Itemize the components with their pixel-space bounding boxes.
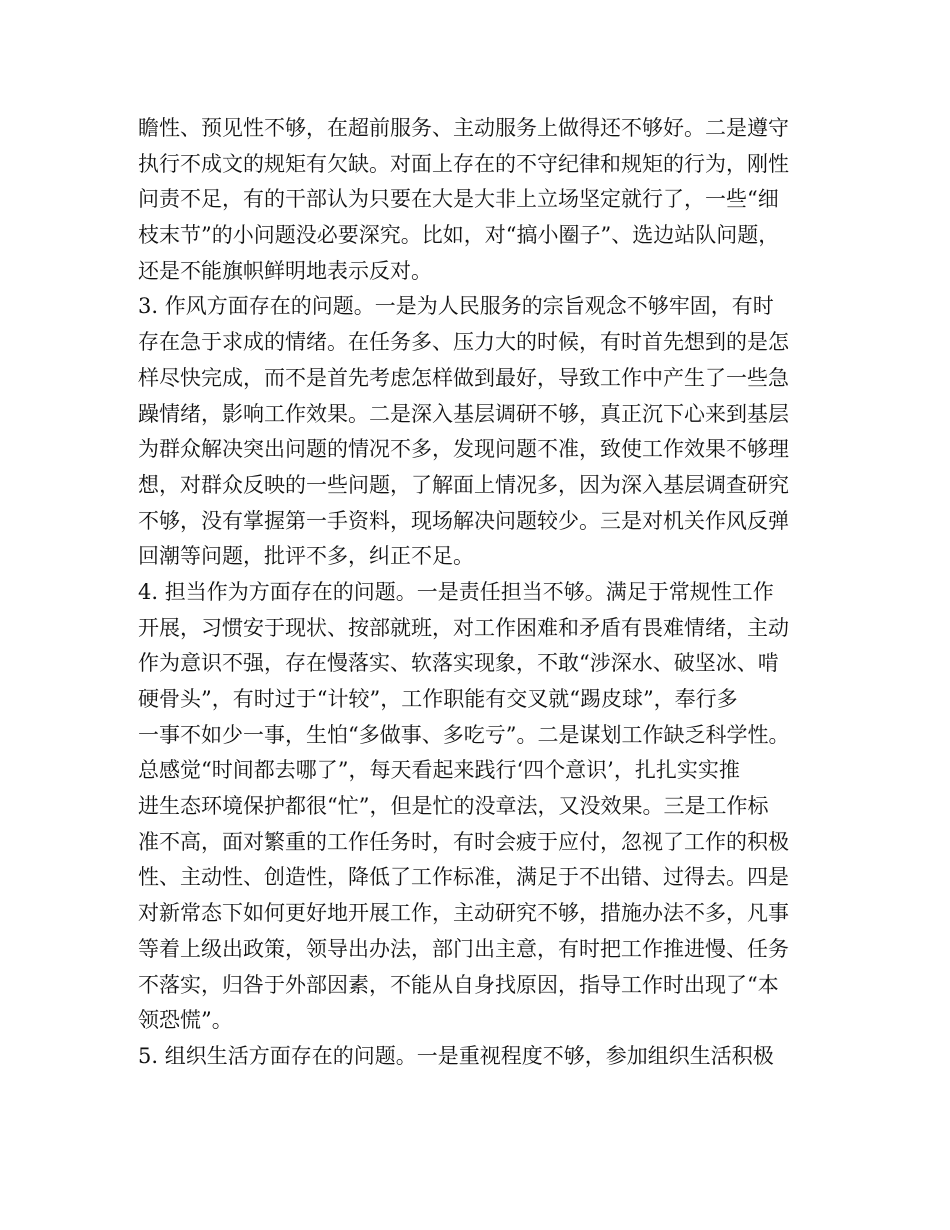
text-line: 5. 组织生活方面存在的问题。一是重视程度不够，参加组织生活积极 (138, 1043, 774, 1068)
text-line: 对新常态下如何更好地开展工作，主动研究不够，措施办法不多，凡事 (138, 901, 789, 926)
document-body (138, 111, 838, 1075)
text-line: 躁情绪，影响工作效果。二是深入基层调研不够，真正沉下心来到基层 (138, 401, 789, 426)
text-line: 不够，没有掌握第一手资料，现场解决问题较少。三是对机关作风反弹 (138, 508, 789, 533)
text-line: 存在急于求成的情绪。在任务多、压力大的时候，有时首先想到的是怎 (138, 330, 789, 355)
text-line: 总感觉“时间都去哪了”，每天看起来践行‘四个意识’，扎扎实实推 (138, 758, 740, 783)
text-line: 等着上级出政策，领导出办法，部门出主意，有时把工作推进慢、任务 (138, 936, 789, 961)
text-line: 执行不成文的规矩有欠缺。对面上存在的不守纪律和规矩的行为，刚性 (138, 151, 789, 176)
text-line: 作为意识不强，存在慢落实、软落实现象，不敢“涉深水、破坚冰、啃 (138, 651, 779, 676)
text-line: 还是不能旗帜鲜明地表示反对。 (138, 258, 432, 283)
text-line: 开展，习惯安于现状、按部就班，对工作困难和矛盾有畏难情绪，主动 (138, 615, 789, 640)
text-line: 为群众解决突出问题的情况不多，发现问题不准，致使工作效果不够理 (138, 437, 789, 462)
text-line: 3. 作风方面存在的问题。一是为人民服务的宗旨观念不够牢固，有时 (138, 294, 774, 319)
text-line: 性、主动性、创造性，降低了工作标准，满足于不出错、过得去。四是 (138, 865, 789, 890)
text-line: 硬骨头”，有时过于“计较”，工作职能有交叉就“踢皮球”，奉行多 (138, 687, 738, 711)
text-line: 想，对群众反映的一些问题，了解面上情况多，因为深入基层调查研究 (138, 472, 789, 497)
text-line: 回潮等问题，批评不多，纠正不足。 (138, 544, 474, 569)
text-line: 4. 担当作为方面存在的问题。一是责任担当不够。满足于常规性工作 (138, 579, 774, 604)
text-line: 问责不足，有的干部认为只要在大是大非上立场坚定就行了，一些“细 (138, 187, 779, 212)
text-line: 领恐慌”。 (138, 1008, 233, 1033)
text-line: 一事不如少一事，生怕“多做事、多吃亏”。二是谋划工作缺乏科学性。 (138, 722, 790, 747)
text-line: 不落实，归咎于外部因素，不能从自身找原因，指导工作时出现了“本 (138, 972, 779, 997)
text-line: 枝末节”的小问题没必要深究。比如，对“搞小圈子”、选边站队问题， (138, 223, 780, 248)
text-line: 准不高，面对繁重的工作任务时，有时会疲于应付，忽视了工作的积极 (138, 829, 789, 854)
text-line: 样尽快完成，而不是首先考虑怎样做到最好，导致工作中产生了一些急 (138, 365, 789, 390)
text-line: 进生态环境保护都很“忙”，但是忙的没章法，又没效果。三是工作标 (138, 794, 769, 819)
text-line: 瞻性、预见性不够，在超前服务、主动服务上做得还不够好。二是遵守 (138, 116, 789, 140)
